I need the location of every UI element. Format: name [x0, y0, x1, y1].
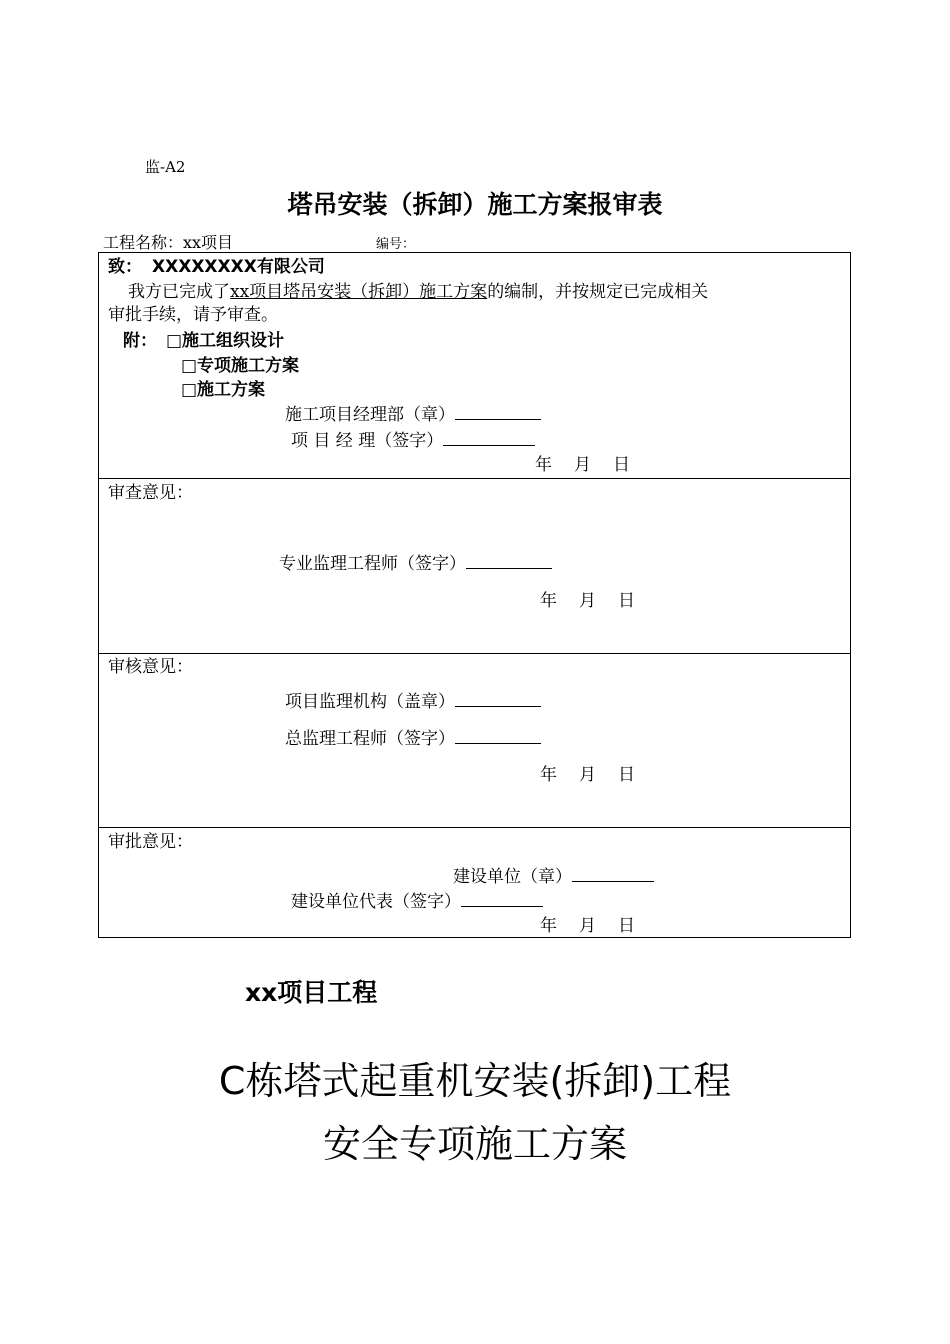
addressee-line — [108, 256, 325, 278]
day-label: 日 — [618, 591, 635, 611]
signature-line[interactable] — [466, 554, 552, 569]
project-name-label: 工程名称：xx项目 — [103, 233, 234, 252]
year-label: 年 — [540, 765, 557, 785]
supervision-org-stamp-label: 项目监理机构（盖章） — [285, 692, 455, 712]
form-title: 塔吊安装（拆卸）施工方案报审表 — [287, 190, 663, 219]
submit-body-line2: 审批手续，请予审查。 — [108, 305, 278, 325]
approve-date — [540, 915, 635, 937]
review-label: 审查意见： — [108, 483, 193, 503]
chief-supervisor-signature-label: 总监理工程师（签字） — [285, 729, 455, 749]
attachment-checkbox-org-design[interactable]: □施工组织设计 — [166, 331, 285, 351]
pm-signature-line — [291, 430, 535, 452]
signature-line[interactable] — [455, 405, 541, 420]
month-label: 月 — [579, 916, 596, 936]
year-label: 年 — [535, 455, 552, 475]
cover-title-line2: 安全专项施工方案 — [322, 1122, 627, 1166]
body-prefix: 我方已完成了 — [128, 282, 230, 302]
approval-form-table — [98, 252, 851, 938]
to-company: XXXXXXXX有限公司 — [152, 257, 325, 277]
signature-line[interactable] — [455, 692, 541, 707]
year-label: 年 — [540, 916, 557, 936]
attachment-checkbox-construction-plan[interactable]: □施工方案 — [181, 380, 266, 400]
to-label: 致： — [108, 257, 142, 277]
day-label: 日 — [618, 916, 635, 936]
row-divider — [99, 478, 850, 479]
audit-label: 审核意见： — [108, 657, 193, 677]
month-label: 月 — [579, 591, 596, 611]
cover-project-heading: xx项目工程 — [245, 978, 378, 1007]
review-date — [540, 590, 635, 612]
signature-line[interactable] — [461, 892, 543, 907]
supervisor-signature-label: 专业监理工程师（签字） — [279, 554, 466, 574]
approve-label: 审批意见： — [108, 832, 193, 852]
signature-line[interactable] — [443, 431, 535, 446]
owner-stamp-label: 建设单位（章） — [453, 867, 572, 887]
row-divider — [99, 653, 850, 654]
owner-rep-signature-label: 建设单位代表（签字） — [291, 892, 461, 912]
audit-date — [540, 764, 635, 786]
month-label: 月 — [579, 765, 596, 785]
row-divider — [99, 827, 850, 828]
attachment-checkbox-special-plan[interactable]: □专项施工方案 — [181, 356, 300, 376]
owner-rep-signature-line — [291, 891, 543, 913]
supervision-org-stamp-line — [285, 691, 541, 713]
month-label: 月 — [574, 455, 591, 475]
cover-title-line1: C栋塔式起重机安装(拆卸)工程 — [218, 1059, 732, 1103]
supervisor-signature-line — [279, 553, 552, 575]
pm-dept-stamp-label: 施工项目经理部（章） — [285, 405, 455, 425]
year-label: 年 — [540, 591, 557, 611]
signature-line[interactable] — [572, 867, 654, 882]
attach-label: 附： — [123, 331, 157, 351]
plan-name: xx项目塔吊安装（拆卸）施工方案 — [230, 282, 488, 302]
owner-stamp-line — [453, 866, 654, 888]
day-label: 日 — [618, 765, 635, 785]
chief-supervisor-signature-line — [285, 728, 541, 750]
pm-signature-label: 项 目 经 理（签字） — [291, 431, 444, 451]
day-label: 日 — [613, 455, 630, 475]
submit-date — [535, 454, 630, 476]
serial-number-label: 编号： — [376, 237, 416, 252]
pm-dept-stamp-line — [285, 404, 541, 426]
signature-line[interactable] — [455, 729, 541, 744]
body-suffix: 的编制，并按规定已完成相关 — [487, 282, 709, 302]
form-code: 监-A2 — [145, 158, 186, 176]
submit-body-line1 — [128, 281, 708, 303]
